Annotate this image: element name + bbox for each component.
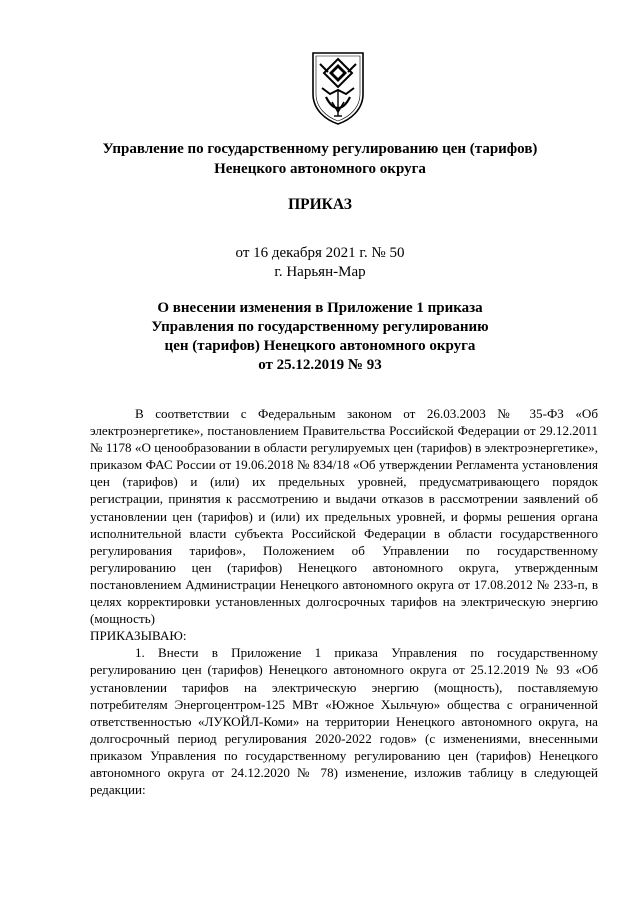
subject-line1: О внесении изменения в Приложение 1 приказа [157,300,483,316]
subject-line4: от 25.12.2019 № 93 [258,357,382,373]
document-date-block [0,244,640,282]
subject-line3: цен (тарифов) Ненецкого автономного округа [164,338,476,354]
coat-of-arms-emblem [310,50,366,126]
item-1-paragraph: 1. Внести в Приложение 1 приказа Управления по государственному регулированию цен (тарифов) Ненецкого автономного округа от 25.12.2019 № 93 «Об установлении тарифов на электрическую энергию (мощность), поставляемую потребителям Энергоцентром-125 МВт «Южное Хыльчую» общества с ограниченной ответственностью «ЛУКОЙЛ-Коми» на территории Ненецкого автономного округа, на долгосрочный период регулирования 2020-2022 годов» (с изменениями, внесенными приказом Управления по государственному регулированию цен (тарифов) Ненецкого автономного округа от 24.12.2020 № 78) изменение, изложив таблицу в следующей редакции: [90,645,598,798]
order-word: ПРИКАЗЫВАЮ: [90,628,187,644]
document-date-number: от 16 декабря 2021 г. № 50 [235,245,405,261]
agency-name-line1: Управление по государственному регулированию цен (тарифов) [102,141,538,157]
document-city: г. Нарьян-Мар [274,264,366,280]
document-type-title: ПРИКАЗ [288,196,352,213]
subject-line2: Управления по государственному регулированию [151,319,489,335]
agency-name-line2: Ненецкого автономного округа [214,161,426,177]
document-body [90,405,598,798]
preamble-paragraph: В соответствии с Федеральным законом от 26.03.2003 № 35-ФЗ «Об электроэнергетике», постановлением Правительства Российской Федерации от 29.12.2011 № 1178 «О ценообразовании в области регулируемых цен (тарифов) в электроэнергетике», приказом ФАС России от 19.06.2018 № 834/18 «Об утверждении Регламента установления цен (тарифов) и (или) их предельных уровней, предусматривающего порядок регистрации, принятия к рассмотрению и выдачи отказов в рассмотрении заявлений об установлении цен (тарифов) и (или) их предельных уровней, и формы решения органа исполнительной власти субъекта Российской Федерации в области государственного регулирования тарифов», Положением об Управлении по государственному регулированию цен (тарифов) Ненецкого автономного округа, утвержденным постановлением Администрации Ненецкого автономного округа от 17.08.2012 № 233-п, в целях корректировки установленных долгосрочных тарифов на электрическую энергию (мощность) [90,406,598,627]
agency-name [0,139,640,179]
document-subject [0,299,640,375]
